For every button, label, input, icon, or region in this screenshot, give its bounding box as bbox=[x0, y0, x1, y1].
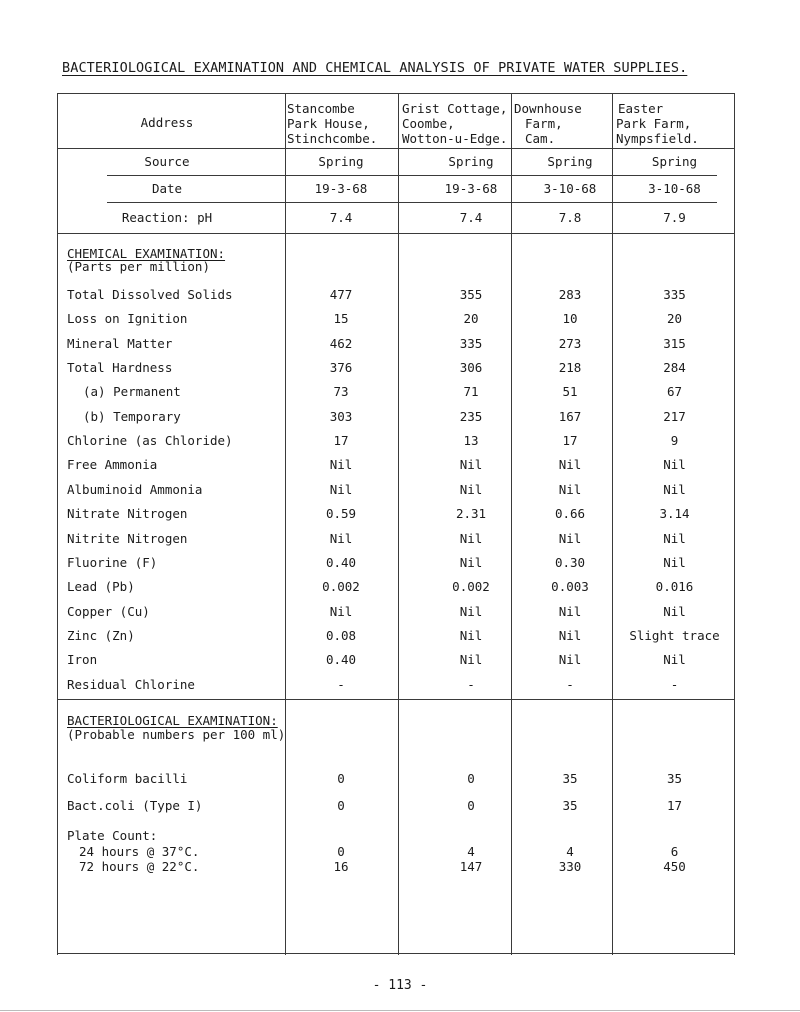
cell-value: Nil bbox=[459, 481, 483, 497]
page-title: BACTERIOLOGICAL EXAMINATION AND CHEMICAL ANALYSIS OF PRIVATE WATER SUPPLIES. bbox=[62, 60, 688, 76]
cell-value: 19-3-68 bbox=[444, 181, 498, 196]
row-label: Iron bbox=[67, 652, 98, 668]
cell-value: 235 bbox=[459, 408, 483, 424]
cell-value: 355 bbox=[459, 287, 483, 302]
cell-value: 9 bbox=[670, 433, 679, 449]
row-divider bbox=[57, 233, 735, 234]
cell-value: 273 bbox=[558, 335, 582, 351]
row-label: (b) Temporary bbox=[83, 408, 181, 424]
row-label: Mineral Matter bbox=[67, 335, 173, 351]
column-header-line: Stancombe bbox=[287, 101, 355, 116]
cell-value: 4 bbox=[566, 844, 574, 859]
cell-value: Nil bbox=[558, 603, 582, 619]
row-divider bbox=[57, 148, 735, 149]
column-header-line: Wotton-u-Edge. bbox=[402, 131, 508, 146]
cell-value: 0.003 bbox=[551, 579, 589, 595]
cell-value: 51 bbox=[562, 384, 578, 400]
cell-value: 15 bbox=[333, 311, 349, 327]
row-label: 24 hours @ 37°C. bbox=[79, 844, 200, 859]
row-label: Zinc (Zn) bbox=[67, 627, 135, 643]
cell-value: 306 bbox=[459, 360, 483, 376]
row-label: Total Dissolved Solids bbox=[67, 287, 233, 302]
cell-value: Spring bbox=[651, 154, 698, 169]
row-label: Albuminoid Ammonia bbox=[67, 481, 203, 497]
cell-value: Nil bbox=[459, 652, 483, 668]
cell-value: 17 bbox=[333, 433, 349, 449]
cell-value: 330 bbox=[558, 859, 582, 874]
cell-value: Nil bbox=[663, 554, 686, 570]
cell-value: 2.31 bbox=[455, 506, 487, 522]
cell-value: 147 bbox=[459, 859, 483, 874]
section-heading: BACTERIOLOGICAL EXAMINATION: bbox=[67, 713, 278, 728]
row-label: Reaction: pH bbox=[121, 210, 213, 225]
cell-value: 35 bbox=[562, 798, 578, 813]
cell-value: Spring bbox=[448, 154, 494, 169]
column-header-line: Easter bbox=[618, 101, 664, 116]
cell-value: 217 bbox=[663, 408, 686, 424]
row-label: Source bbox=[144, 154, 190, 169]
cell-value: 7.4 bbox=[459, 210, 483, 225]
cell-value: 335 bbox=[459, 335, 483, 351]
cell-value: 218 bbox=[558, 360, 582, 376]
table-right-border bbox=[734, 93, 735, 955]
cell-value: Nil bbox=[459, 627, 483, 643]
cell-value: Nil bbox=[663, 652, 686, 668]
cell-value: 3-10-68 bbox=[648, 181, 701, 196]
cell-value: 0.002 bbox=[452, 579, 490, 595]
section-heading: CHEMICAL EXAMINATION: bbox=[67, 246, 226, 261]
cell-value: 477 bbox=[329, 287, 353, 302]
cell-value: 10 bbox=[562, 311, 578, 327]
row-label: Residual Chlorine bbox=[67, 676, 195, 692]
row-label: Coliform bacilli bbox=[67, 771, 188, 786]
section-divider bbox=[57, 699, 735, 700]
cell-value: 20 bbox=[463, 311, 479, 327]
column-header-line: Park House, bbox=[287, 116, 370, 131]
cell-value: 0.66 bbox=[554, 506, 586, 522]
cell-value: 0.40 bbox=[325, 554, 357, 570]
cell-value: 0 bbox=[337, 844, 345, 859]
table-bottom-border bbox=[57, 953, 735, 954]
table-left-border bbox=[57, 93, 58, 955]
table-top-border bbox=[57, 93, 735, 94]
cell-value: 35 bbox=[562, 771, 578, 786]
cell-value: 0.016 bbox=[655, 579, 694, 595]
row-label: Chlorine (as Chloride) bbox=[67, 433, 233, 449]
cell-value: 3.14 bbox=[659, 506, 690, 522]
cell-value: 0.59 bbox=[325, 506, 357, 522]
column-header-line: Stinchcombe. bbox=[287, 131, 378, 146]
cell-value: Spring bbox=[318, 154, 364, 169]
column-header-line: Grist Cottage, bbox=[402, 101, 508, 116]
cell-value: 17 bbox=[562, 433, 578, 449]
cell-value: 20 bbox=[666, 311, 683, 327]
cell-value: 0 bbox=[467, 771, 475, 786]
cell-value: 7.9 bbox=[663, 210, 686, 225]
row-label: (a) Permanent bbox=[83, 384, 181, 400]
cell-value: 3-10-68 bbox=[543, 181, 597, 196]
cell-value: Nil bbox=[329, 603, 353, 619]
cell-value: - bbox=[566, 676, 574, 692]
cell-value: Nil bbox=[459, 530, 483, 546]
cell-value: 7.4 bbox=[329, 210, 353, 225]
cell-value: Nil bbox=[459, 457, 483, 473]
row-label: Nitrate Nitrogen bbox=[67, 506, 188, 522]
cell-value: 335 bbox=[663, 287, 686, 302]
cell-value: Slight trace bbox=[629, 627, 720, 643]
column-header-line: Coombe, bbox=[402, 116, 455, 131]
row-label: Copper (Cu) bbox=[67, 603, 150, 619]
column-header-line: Park Farm, bbox=[616, 116, 692, 131]
cell-value: Nil bbox=[459, 603, 483, 619]
cell-value: Nil bbox=[329, 481, 353, 497]
row-label: Bact.coli (Type I) bbox=[67, 798, 203, 813]
cell-value: 0.08 bbox=[325, 627, 357, 643]
cell-value: 0.30 bbox=[554, 554, 586, 570]
cell-value: - bbox=[670, 676, 679, 692]
row-label: Total Hardness bbox=[67, 360, 173, 376]
cell-value: 4 bbox=[467, 844, 475, 859]
cell-value: 0 bbox=[467, 798, 475, 813]
column-header-line: Downhouse bbox=[514, 101, 582, 116]
cell-value: Nil bbox=[558, 530, 582, 546]
cell-value: 35 bbox=[666, 771, 683, 786]
cell-value: 303 bbox=[329, 408, 353, 424]
page-number: - 113 - bbox=[372, 978, 428, 993]
cell-value: Nil bbox=[558, 627, 582, 643]
row-divider bbox=[107, 175, 717, 176]
cell-value: Nil bbox=[558, 652, 582, 668]
cell-value: Nil bbox=[558, 457, 582, 473]
plate-count-label: Plate Count: bbox=[67, 828, 158, 843]
cell-value: 167 bbox=[558, 408, 582, 424]
row-label: Lead (Pb) bbox=[67, 579, 135, 595]
cell-value: Spring bbox=[547, 154, 593, 169]
cell-value: 0 bbox=[337, 798, 345, 813]
cell-value: Nil bbox=[459, 554, 483, 570]
cell-value: 0.40 bbox=[325, 652, 357, 668]
column-header-line: Farm, bbox=[525, 116, 563, 131]
row-label: Date bbox=[151, 181, 183, 196]
cell-value: Nil bbox=[663, 530, 686, 546]
cell-value: 315 bbox=[663, 335, 686, 351]
cell-value: 0 bbox=[337, 771, 345, 786]
cell-value: 0.002 bbox=[322, 579, 360, 595]
cell-value: 376 bbox=[329, 360, 353, 376]
address-label: Address bbox=[140, 115, 194, 130]
cell-value: - bbox=[337, 676, 345, 692]
column-header-line: Nympsfield. bbox=[616, 131, 699, 146]
cell-value: Nil bbox=[329, 457, 353, 473]
cell-value: Nil bbox=[663, 603, 686, 619]
analysis-table bbox=[57, 91, 735, 955]
cell-value: Nil bbox=[329, 530, 353, 546]
row-divider bbox=[107, 202, 717, 203]
column-header-line: Cam. bbox=[525, 131, 556, 146]
cell-value: 16 bbox=[333, 859, 349, 874]
row-label: Nitrite Nitrogen bbox=[67, 530, 188, 546]
cell-value: 67 bbox=[666, 384, 683, 400]
cell-value: 450 bbox=[663, 859, 686, 874]
section-subheading: (Parts per million) bbox=[67, 259, 210, 274]
column-divider bbox=[398, 93, 399, 955]
cell-value: 6 bbox=[670, 844, 679, 859]
cell-value: - bbox=[467, 676, 475, 692]
cell-value: 17 bbox=[666, 798, 683, 813]
row-label: Loss on Ignition bbox=[67, 311, 188, 327]
cell-value: 283 bbox=[558, 287, 582, 302]
cell-value: 71 bbox=[463, 384, 479, 400]
cell-value: 19-3-68 bbox=[314, 181, 368, 196]
cell-value: 13 bbox=[463, 433, 479, 449]
row-label: Free Ammonia bbox=[67, 457, 158, 473]
cell-value: Nil bbox=[663, 481, 686, 497]
cell-value: 462 bbox=[329, 335, 353, 351]
cell-value: Nil bbox=[558, 481, 582, 497]
row-label: 72 hours @ 22°C. bbox=[79, 859, 200, 874]
cell-value: Nil bbox=[663, 457, 686, 473]
cell-value: 7.8 bbox=[558, 210, 582, 225]
page-bottom-rule bbox=[0, 1010, 800, 1011]
section-subheading: (Probable numbers per 100 ml) bbox=[67, 727, 286, 742]
row-label: Fluorine (F) bbox=[67, 554, 158, 570]
cell-value: 284 bbox=[663, 360, 686, 376]
cell-value: 73 bbox=[333, 384, 349, 400]
